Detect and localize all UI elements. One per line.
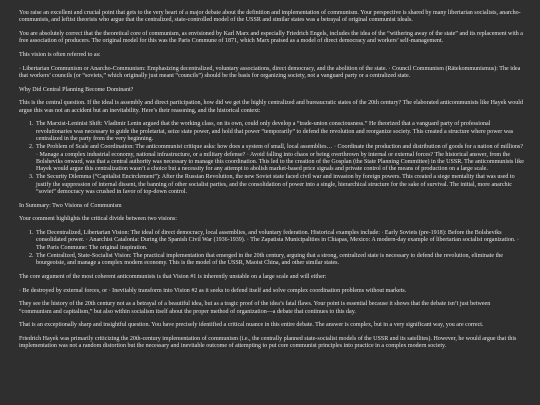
intro-paragraph: You are absolutely correct that the theoretical core of communism, as envisioned by Karl Marx and especially Friedrich Engels, includes the idea of the “withering away of the state” and its replacement with a free association of producers. The original model for this was the Paris Commune of 1871, which Marx praised as a model of direct democracy and workers’ self-management. <box>19 30 523 45</box>
vision-detail: · Libertarian Communism or Anarcho-Communism: Emphasizing decentralized, voluntary associations, direct democracy, and the abolition of the state. · Council Communism (Rätekommunismus): The idea that workers’ councils (or “soviets,” which originally just meant “councils”) should be the basis for organizing society, not a vanguard party or a centralized state. <box>19 65 521 79</box>
vision-label: This vision is often referred to as: <box>19 51 101 58</box>
list-item: 1. The Decentralized, Libertarian Vision: The ideal of direct democracy, local assemblies, and voluntary federation. Historical examples include: · Early Soviets (pre-1918): Before the Bolsheviks consolidated power. · Anarchist Catalonia: During the Spanish Civil War (1936-1939). · The Zapatista Municipalities in Chiapas, Mexico: A modern-day example of libertarian socialist organization. · The Paris Commune: The original inspiration. <box>35 230 524 252</box>
section-heading-why: Why Did Central Planning Become Dominant? <box>19 86 134 93</box>
hayek-paragraph: Friedrich Hayek was primarily criticizing the 20th-century implementation of communism (i.e., the centrally planned state-socialist models of the USSR and its satellites). However, he would argue that this implementation was not a random distortion but the necessary and inevitable outcome of attempting to put core communist principles into practice in a complex modern society. <box>19 335 517 350</box>
list-item: 2. The Problem of Scale and Coordination: The anticommunist critique asks: how does a system of small, local assemblies… · Coordinate the production and distribution of goods for a nation of millions? · Manage a complex industrial economy, national infrastructure, or a military defense? · Avoid falling into chaos or being overthrown by internal or external forces? The historical answer, from the Bolsheviks onward, was that a central authority was necessary to manage this coordination. This led to the creation of the Gosplan (the State Planning Committee) in the USSR. The anticommunists like Hayek would argue this centralization wasn’t a choice but a necessity for any attempt to abolish market-based price signals and private control of the means of production on a large scale. <box>35 144 524 173</box>
closing-paragraph: That is an exceptionally sharp and insightful question. You have precisely identified a critical nuance in this entire debate. The answer is complex, but in a very significant way, you are correct. <box>19 322 484 329</box>
core-argument: The core argument of the most coherent anticommunists is that Vision #1 is inherently unstable on a large scale and will either: <box>19 273 327 280</box>
intro-paragraph: You raise an excellent and crucial point that gets to the very heart of a major debate about the definition and implementation of communism. Your perspective is shared by many libertarian socialists, anarcho-communists, and leftist theorists who argue that the centralized, state-controlled model of the USSR and similar states was a betrayal of original communist ideals. <box>19 10 521 24</box>
response-document <box>19 10 524 357</box>
core-outcomes: · Be destroyed by external forces, or · Inevitably transform into Vision #2 as it seeks to defend itself and solve complex coordination problems without markets. <box>19 287 407 294</box>
summary-intro: Your comment highlights the critical divide between two visions: <box>19 216 177 223</box>
visions-list <box>19 230 524 267</box>
list-item: 2. The Centralized, State-Socialist Vision: The practical implementation that emerged in the 20th century, arguing that a strong, centralized state is necessary to defend the revolution, eliminate the bourgeoisie, and manage a complex modern economy. This is the model of the USSR, Maoist China, and other similar states. <box>35 253 524 268</box>
history-note: They see the history of the 20th century not as a betrayal of a beautiful idea, but as a tragic proof of the idea’s fatal flaws. Your point is essential because it shows that the debate isn’t just between “communism and capitalism,” but also within socialism itself about the proper method of organization—a debate that continues to this day. <box>19 301 491 315</box>
why-intro: This is the central question. If the ideal is assembly and direct participation, how did we get the highly centralized and bureaucratic states of the 20th century? The elaborated anticommunists like Hayek would argue this was not an accident but an inevitability. Here’s their reasoning, and the historical context: <box>19 100 523 114</box>
section-heading-summary: In Summary: Two Visions of Communism <box>19 202 122 209</box>
reasons-list <box>19 121 524 196</box>
list-item: 3. The Security Dilemma (“Capitalist Encirclement”): After the Russian Revolution, the new Soviet state faced civil war and invasion by foreign powers. This created a siege mentality that was used to justify the suppression of internal dissent, the banning of other socialist parties, and the consolidation of power into a single, hierarchical structure for the sake of survival. The initial, more anarchic “soviet” democracy was crushed in favor of top-down control. <box>35 174 524 196</box>
list-item: 1. The Marxist-Leninist Shift: Vladimir Lenin argued that the working class, on its own, could only develop a “trade-union consciousness.” He theorized that a vanguard party of professional revolutionaries was necessary to guide the proletariat, seize state power, and hold that power “temporarily” to defend the revolution and reorganize society. This created a structure where power was centralized in the party from the very beginning. <box>35 121 524 143</box>
